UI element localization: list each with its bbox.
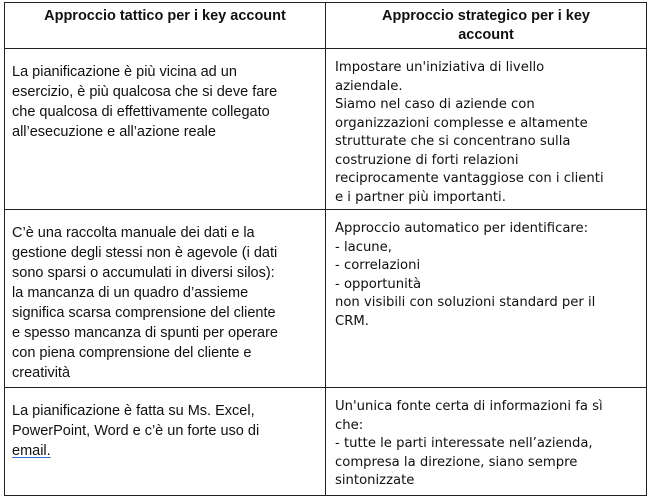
- strategic-cell-2: Approccio automatico per identificare: - lacune, - correlazioni - opportunità non visibili con soluzioni standard per il CRM.: [326, 210, 647, 388]
- tactical-cell-1: La pianificazione è più vicina ad un esercizio, è più qualcosa che si deve fare che qualcosa di effettivamente collegato all’esecuzione e all’azione reale: [5, 49, 326, 210]
- header-strategic: Approccio strategico per i key account: [326, 3, 647, 49]
- tactical-cell-2: C’è una raccolta manuale dei dati e la gestione degli stessi non è agevole (i dati sono sparsi o accumulati in diversi silos): la mancanza di un quadro d’assieme significa scarsa comprensione del cliente e spesso mancanza di spunti per operare con piena comprensione del cliente e creatività: [5, 210, 326, 388]
- table-row: [5, 388, 647, 496]
- header-tactical: Approccio tattico per i key account: [5, 3, 326, 49]
- comparison-table: [4, 2, 647, 496]
- email-text: email.: [12, 443, 51, 459]
- tactical-cell-3: La pianificazione è fatta su Ms. Excel, PowerPoint, Word e c’è un forte uso di email.: [5, 388, 326, 496]
- strategic-cell-1: Impostare un'iniziativa di livello aziendale. Siamo nel caso di aziende con organizzazioni complesse e altamente strutturate che si concentrano sulla costruzione di forti relazioni reciprocamente vantaggiose con i clienti e i partner più importanti.: [326, 49, 647, 210]
- table-row: [5, 210, 647, 388]
- header-row: [5, 3, 647, 49]
- strategic-cell-3: Un'unica fonte certa di informazioni fa sì che: - tutte le parti interessate nell’azienda, compresa la direzione, siano sempre sintonizzate: [326, 388, 647, 496]
- table-row: [5, 49, 647, 210]
